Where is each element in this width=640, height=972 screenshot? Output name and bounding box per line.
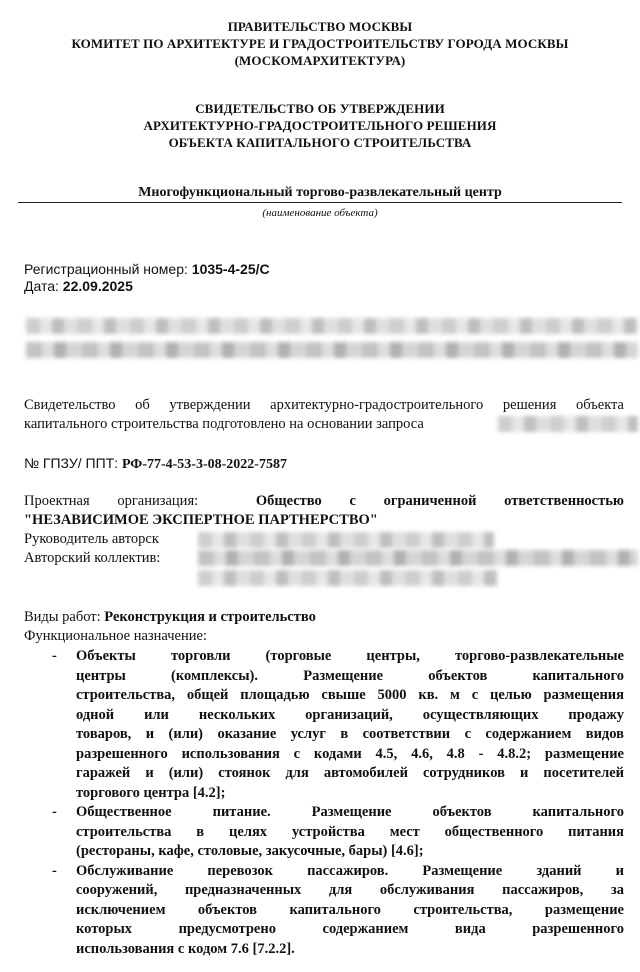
basis-line-1: Свидетельство об утверждении архитектурно-градостроительного решения объекта — [24, 397, 624, 413]
design-org-label: Проектная организация: — [24, 493, 199, 509]
registration-number-value: 1035-4-25/С — [191, 261, 270, 277]
list-item-line: центры (комплексы). Размещение объектов капитального — [76, 667, 624, 684]
list-item-line: Обслуживание перевозок пассажиров. Размещение зданий и — [76, 862, 624, 879]
header-line-2: КОМИТЕТ ПО АРХИТЕКТУРЕ И ГРАДОСТРОИТЕЛЬСТВУ ГОРОДА МОСКВЫ — [71, 36, 569, 51]
list-item-line: торгового центра [4.2]; — [76, 784, 226, 801]
works-label: Виды работ: — [24, 609, 101, 625]
list-item-line: товаров, и (или) оказание услуг в соответствии с содержанием видов — [76, 726, 624, 742]
author-team-label: Авторский коллектив: — [24, 550, 161, 566]
list-dash: - — [52, 804, 57, 820]
registration-number-label: Регистрационный номер: — [24, 261, 188, 277]
list-item — [24, 862, 624, 960]
header-line-1: ПРАВИТЕЛЬСТВО МОСКВЫ — [227, 19, 413, 34]
design-org-value-line-2: "НЕЗАВИСИМОЕ ЭКСПЕРТНОЕ ПАРТНЕРСТВО" — [24, 512, 378, 528]
list-item-line: сооружений, предназначенных для обслуживания пассажиров, за — [76, 882, 624, 898]
redacted-block — [26, 318, 638, 334]
date-value: 22.09.2025 — [62, 278, 133, 294]
object-name: Многофункциональный торгово-развлекательный центр — [138, 185, 502, 200]
design-org-row — [24, 492, 624, 511]
gpzu-value: РФ-77-4-53-3-08-2022-7587 — [121, 457, 287, 472]
list-item-line: исключением объектов капитального строительства, размещение — [76, 901, 624, 918]
redacted-block — [498, 416, 638, 432]
redacted-block — [198, 550, 638, 566]
title-line-2: АРХИТЕКТУРНО-ГРАДОСТРОИТЕЛЬНОГО РЕШЕНИЯ — [143, 118, 497, 133]
list-item — [24, 803, 624, 862]
date-label: Дата: — [24, 278, 59, 294]
redacted-block — [26, 342, 638, 358]
list-dash: - — [52, 648, 57, 664]
list-item-line: строительства в целях устройства мест общественного питания — [76, 823, 624, 840]
purpose-list — [24, 647, 624, 959]
design-org-value-line-2-row — [24, 511, 378, 530]
design-org-value-line-1: Общество с ограниченной ответственностью — [255, 493, 624, 509]
object-underline — [18, 202, 622, 203]
list-item-line: Объекты торговли (торговые центры, торгово-развлекательные — [76, 648, 624, 664]
list-item-line: разрешенного использования с кодами 4.5, 4.6, 4.8 - 4.8.2; размещение — [76, 745, 624, 762]
date-row — [24, 277, 133, 296]
project-head-label: Руководитель авторск — [24, 531, 159, 547]
list-item-line: одной или нескольких организаций, осуществляющих продажу — [76, 706, 624, 723]
list-item-line: гаражей и (или) стоянок для автомобилей сотрудников и посетителей — [76, 765, 624, 781]
works-row — [24, 608, 316, 627]
list-item-line: строительства, общей площадью свыше 5000 кв. м с целью размещения — [76, 687, 624, 703]
gpzu-label: № ГПЗУ/ ППТ: — [24, 455, 119, 471]
list-item-line: которых предусмотрено содержанием вида разрешенного — [76, 921, 624, 937]
list-item — [24, 647, 624, 803]
redacted-block — [198, 570, 498, 586]
title-line-3: ОБЪЕКТА КАПИТАЛЬНОГО СТРОИТЕЛЬСТВА — [168, 135, 472, 150]
basis-line-2: капитального строительства подготовлено на основании запроса — [24, 416, 424, 432]
list-item-line: (рестораны, кафе, столовые, закусочные, бары) [4.6]; — [76, 843, 424, 859]
list-dash: - — [52, 862, 57, 879]
header-line-3: (МОСКОМАРХИТЕКТУРА) — [234, 53, 406, 68]
redacted-block — [198, 532, 494, 548]
works-value: Реконструкция и строительство — [104, 609, 316, 625]
object-caption: (наименование объекта) — [262, 207, 378, 219]
purpose-label: Функциональное назначение: — [24, 628, 207, 644]
list-item-line: использования с кодом 7.6 [7.2.2]. — [76, 940, 295, 957]
title-line-1: СВИДЕТЕЛЬСТВО ОБ УТВЕРЖДЕНИИ — [195, 101, 445, 116]
gpzu-row — [24, 454, 287, 474]
list-item-line: Общественное питание. Размещение объектов капитального — [76, 804, 624, 820]
